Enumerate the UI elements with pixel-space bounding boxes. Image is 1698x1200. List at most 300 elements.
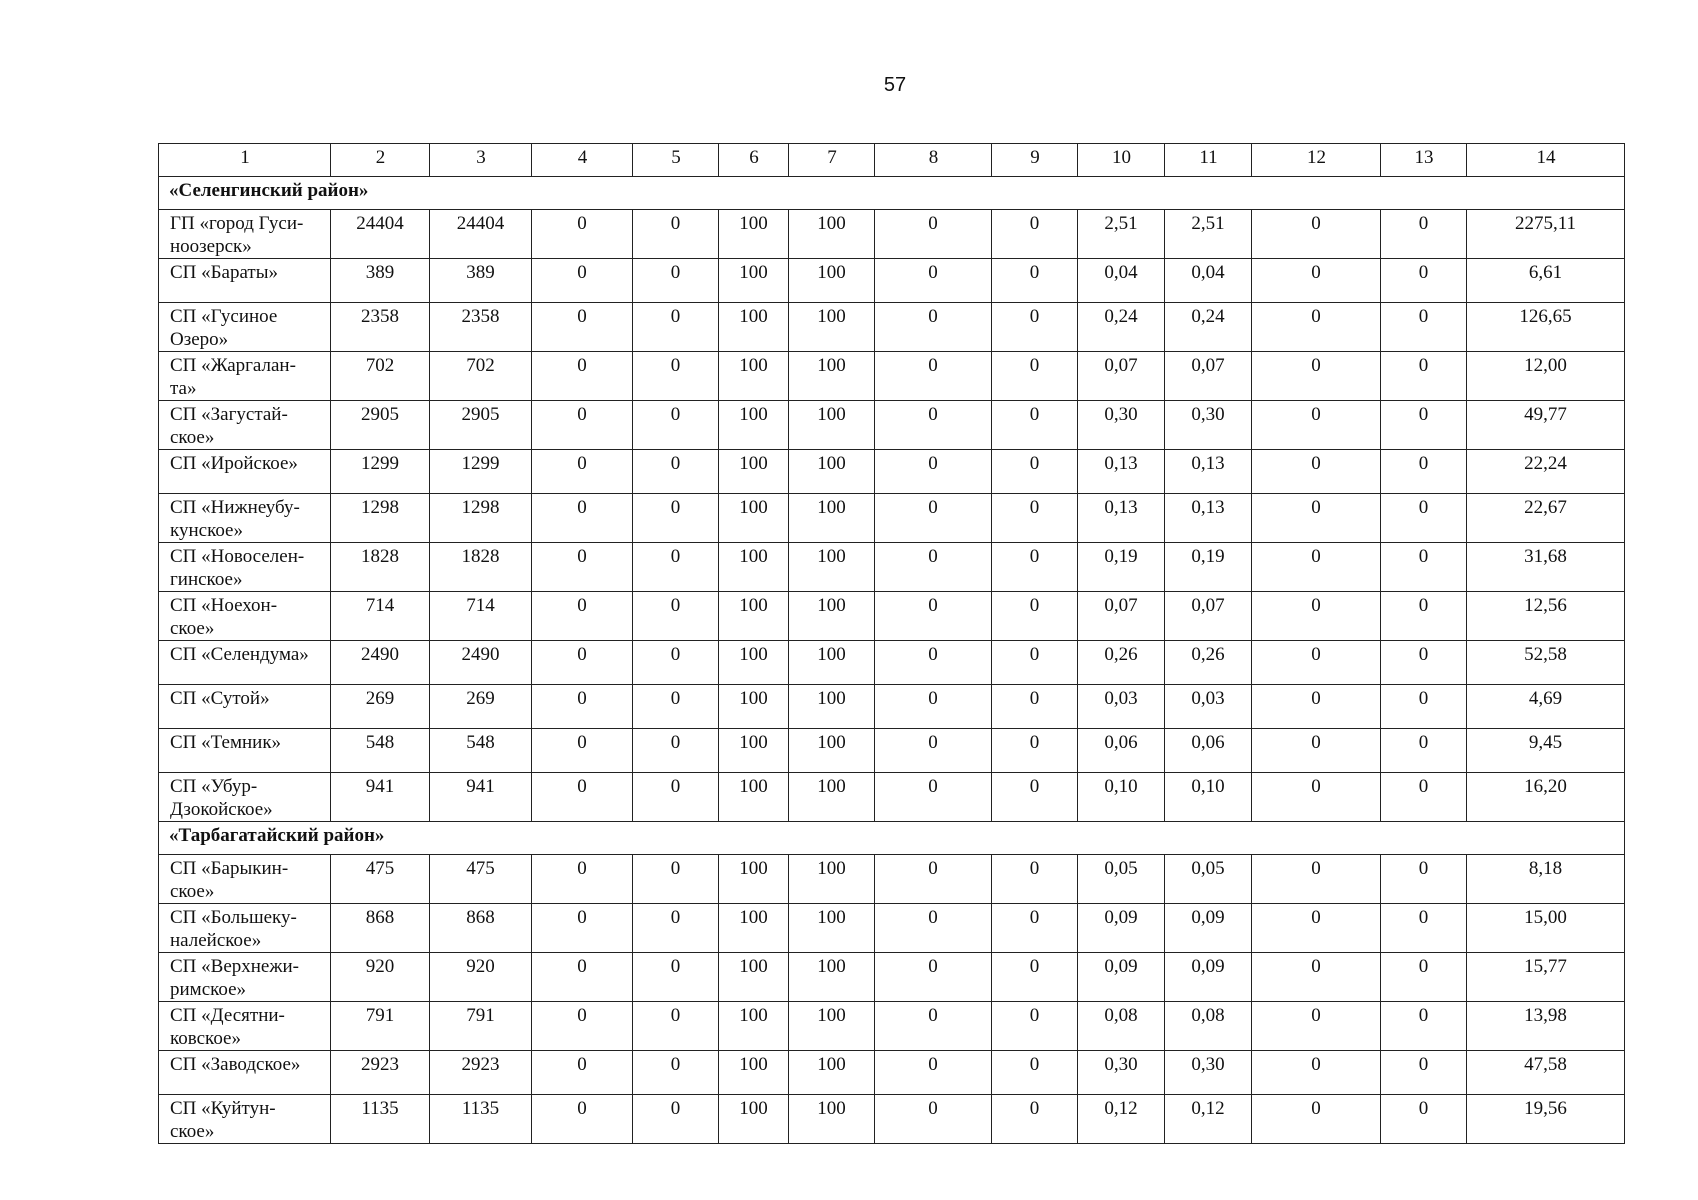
value-cell: 475 xyxy=(430,855,532,904)
value-cell: 0 xyxy=(875,543,992,592)
value-cell: 0 xyxy=(1381,1095,1467,1144)
table-row xyxy=(159,352,1625,401)
value-cell: 100 xyxy=(789,450,875,494)
value-cell: 0 xyxy=(633,259,719,303)
value-cell: 0 xyxy=(1381,543,1467,592)
column-header: 10 xyxy=(1078,144,1165,177)
value-cell: 0 xyxy=(875,401,992,450)
table-body xyxy=(159,144,1625,1144)
value-cell: 0 xyxy=(875,904,992,953)
table-row xyxy=(159,210,1625,259)
value-cell: 0 xyxy=(1252,1095,1381,1144)
value-cell: 0 xyxy=(875,303,992,352)
value-cell: 0 xyxy=(1381,773,1467,822)
value-cell: 6,61 xyxy=(1467,259,1625,303)
table-row xyxy=(159,855,1625,904)
value-cell: 2905 xyxy=(331,401,430,450)
value-cell: 0 xyxy=(532,1002,633,1051)
section-header-row xyxy=(159,822,1625,855)
value-cell: 389 xyxy=(331,259,430,303)
value-cell: 0 xyxy=(633,592,719,641)
value-cell: 0 xyxy=(633,210,719,259)
value-cell: 13,98 xyxy=(1467,1002,1625,1051)
value-cell: 100 xyxy=(719,773,789,822)
value-cell: 0 xyxy=(633,352,719,401)
value-cell: 0,19 xyxy=(1165,543,1252,592)
value-cell: 1298 xyxy=(331,494,430,543)
settlement-name-cell: СП «Новоселен- гинское» xyxy=(159,543,331,592)
table-row xyxy=(159,685,1625,729)
value-cell: 100 xyxy=(719,303,789,352)
value-cell: 0 xyxy=(532,592,633,641)
settlement-name-cell: СП «Ноехон- ское» xyxy=(159,592,331,641)
table-row xyxy=(159,904,1625,953)
column-header-row xyxy=(159,144,1625,177)
value-cell: 12,56 xyxy=(1467,592,1625,641)
value-cell: 0,08 xyxy=(1165,1002,1252,1051)
table-row xyxy=(159,1002,1625,1051)
value-cell: 16,20 xyxy=(1467,773,1625,822)
value-cell: 52,58 xyxy=(1467,641,1625,685)
value-cell: 0 xyxy=(633,1051,719,1095)
section-title: «Тарбагатайский район» xyxy=(159,822,1625,855)
value-cell: 100 xyxy=(789,1095,875,1144)
value-cell: 0 xyxy=(1381,494,1467,543)
settlement-name-cell: СП «Большеку- налейское» xyxy=(159,904,331,953)
value-cell: 126,65 xyxy=(1467,303,1625,352)
value-cell: 0 xyxy=(532,904,633,953)
value-cell: 0 xyxy=(875,1051,992,1095)
column-header: 5 xyxy=(633,144,719,177)
table-row xyxy=(159,303,1625,352)
settlement-name-cell: СП «Барыкин- ское» xyxy=(159,855,331,904)
value-cell: 100 xyxy=(719,904,789,953)
value-cell: 100 xyxy=(789,685,875,729)
value-cell: 0 xyxy=(1252,210,1381,259)
table-row xyxy=(159,641,1625,685)
value-cell: 100 xyxy=(719,210,789,259)
value-cell: 19,56 xyxy=(1467,1095,1625,1144)
table-row xyxy=(159,1051,1625,1095)
value-cell: 0 xyxy=(1252,1002,1381,1051)
value-cell: 0 xyxy=(875,259,992,303)
value-cell: 0 xyxy=(1381,210,1467,259)
value-cell: 100 xyxy=(789,592,875,641)
value-cell: 100 xyxy=(789,303,875,352)
settlement-name-cell: СП «Заводское» xyxy=(159,1051,331,1095)
value-cell: 0 xyxy=(1252,773,1381,822)
value-cell: 0 xyxy=(532,729,633,773)
value-cell: 0 xyxy=(875,855,992,904)
value-cell: 0,04 xyxy=(1078,259,1165,303)
settlement-name-cell: СП «Селендума» xyxy=(159,641,331,685)
value-cell: 0 xyxy=(1252,303,1381,352)
value-cell: 0,05 xyxy=(1165,855,1252,904)
value-cell: 0 xyxy=(875,450,992,494)
value-cell: 0,06 xyxy=(1165,729,1252,773)
value-cell: 0 xyxy=(532,543,633,592)
value-cell: 791 xyxy=(430,1002,532,1051)
value-cell: 0 xyxy=(532,352,633,401)
value-cell: 0,03 xyxy=(1165,685,1252,729)
value-cell: 0 xyxy=(532,401,633,450)
value-cell: 0 xyxy=(532,685,633,729)
value-cell: 475 xyxy=(331,855,430,904)
value-cell: 0,26 xyxy=(1165,641,1252,685)
value-cell: 0 xyxy=(633,1002,719,1051)
value-cell: 100 xyxy=(719,592,789,641)
value-cell: 0 xyxy=(1381,1002,1467,1051)
value-cell: 2490 xyxy=(331,641,430,685)
value-cell: 0 xyxy=(532,641,633,685)
value-cell: 868 xyxy=(331,904,430,953)
value-cell: 0,12 xyxy=(1165,1095,1252,1144)
table-row xyxy=(159,953,1625,1002)
value-cell: 100 xyxy=(789,953,875,1002)
value-cell: 0 xyxy=(633,904,719,953)
value-cell: 0 xyxy=(1381,592,1467,641)
value-cell: 0 xyxy=(532,210,633,259)
value-cell: 2275,11 xyxy=(1467,210,1625,259)
value-cell: 1299 xyxy=(430,450,532,494)
value-cell: 2358 xyxy=(430,303,532,352)
value-cell: 100 xyxy=(719,494,789,543)
column-header: 4 xyxy=(532,144,633,177)
settlement-name-cell: СП «Загустай- ское» xyxy=(159,401,331,450)
value-cell: 0 xyxy=(1252,401,1381,450)
value-cell: 2,51 xyxy=(1078,210,1165,259)
value-cell: 0,13 xyxy=(1078,494,1165,543)
column-header: 7 xyxy=(789,144,875,177)
value-cell: 0 xyxy=(633,729,719,773)
value-cell: 0 xyxy=(992,729,1078,773)
value-cell: 0 xyxy=(1252,685,1381,729)
value-cell: 920 xyxy=(331,953,430,1002)
value-cell: 0 xyxy=(992,303,1078,352)
value-cell: 269 xyxy=(430,685,532,729)
value-cell: 0 xyxy=(633,773,719,822)
value-cell: 100 xyxy=(789,401,875,450)
value-cell: 100 xyxy=(789,210,875,259)
value-cell: 0 xyxy=(633,401,719,450)
value-cell: 0,30 xyxy=(1078,1051,1165,1095)
value-cell: 0,10 xyxy=(1165,773,1252,822)
value-cell: 1828 xyxy=(331,543,430,592)
value-cell: 0,07 xyxy=(1078,352,1165,401)
value-cell: 0,12 xyxy=(1078,1095,1165,1144)
value-cell: 15,00 xyxy=(1467,904,1625,953)
table-row xyxy=(159,729,1625,773)
value-cell: 0,10 xyxy=(1078,773,1165,822)
value-cell: 0 xyxy=(633,641,719,685)
column-header: 12 xyxy=(1252,144,1381,177)
value-cell: 2923 xyxy=(331,1051,430,1095)
value-cell: 0 xyxy=(633,303,719,352)
value-cell: 100 xyxy=(719,401,789,450)
value-cell: 0 xyxy=(875,1002,992,1051)
value-cell: 2905 xyxy=(430,401,532,450)
value-cell: 100 xyxy=(719,259,789,303)
value-cell: 0 xyxy=(1252,450,1381,494)
value-cell: 100 xyxy=(719,1051,789,1095)
value-cell: 714 xyxy=(430,592,532,641)
value-cell: 100 xyxy=(789,494,875,543)
value-cell: 1135 xyxy=(430,1095,532,1144)
value-cell: 24404 xyxy=(430,210,532,259)
value-cell: 0 xyxy=(992,494,1078,543)
value-cell: 0 xyxy=(532,1095,633,1144)
column-header: 13 xyxy=(1381,144,1467,177)
value-cell: 0,09 xyxy=(1078,904,1165,953)
value-cell: 0 xyxy=(1252,855,1381,904)
value-cell: 2,51 xyxy=(1165,210,1252,259)
value-cell: 0 xyxy=(532,953,633,1002)
section-header-row xyxy=(159,177,1625,210)
value-cell: 0,26 xyxy=(1078,641,1165,685)
value-cell: 0,08 xyxy=(1078,1002,1165,1051)
value-cell: 1135 xyxy=(331,1095,430,1144)
value-cell: 0 xyxy=(1252,1051,1381,1095)
value-cell: 941 xyxy=(430,773,532,822)
table-row xyxy=(159,592,1625,641)
value-cell: 100 xyxy=(719,953,789,1002)
value-cell: 0,30 xyxy=(1165,1051,1252,1095)
value-cell: 0 xyxy=(1381,729,1467,773)
value-cell: 0 xyxy=(875,352,992,401)
value-cell: 0 xyxy=(1381,450,1467,494)
settlement-name-cell: СП «Жаргалан- та» xyxy=(159,352,331,401)
value-cell: 100 xyxy=(719,1095,789,1144)
value-cell: 100 xyxy=(719,352,789,401)
value-cell: 12,00 xyxy=(1467,352,1625,401)
value-cell: 0,04 xyxy=(1165,259,1252,303)
value-cell: 24404 xyxy=(331,210,430,259)
value-cell: 0,19 xyxy=(1078,543,1165,592)
value-cell: 0 xyxy=(1381,855,1467,904)
value-cell: 0 xyxy=(1381,953,1467,1002)
settlement-name-cell: СП «Темник» xyxy=(159,729,331,773)
value-cell: 100 xyxy=(789,855,875,904)
value-cell: 0 xyxy=(633,1095,719,1144)
value-cell: 2923 xyxy=(430,1051,532,1095)
value-cell: 0 xyxy=(1252,494,1381,543)
value-cell: 100 xyxy=(719,450,789,494)
value-cell: 0 xyxy=(875,641,992,685)
value-cell: 0 xyxy=(633,855,719,904)
value-cell: 0 xyxy=(1252,641,1381,685)
value-cell: 0 xyxy=(992,1002,1078,1051)
value-cell: 0 xyxy=(992,855,1078,904)
value-cell: 100 xyxy=(719,855,789,904)
column-header: 6 xyxy=(719,144,789,177)
value-cell: 0 xyxy=(633,685,719,729)
value-cell: 0 xyxy=(992,450,1078,494)
value-cell: 0 xyxy=(992,210,1078,259)
value-cell: 100 xyxy=(719,1002,789,1051)
value-cell: 0,13 xyxy=(1078,450,1165,494)
value-cell: 0 xyxy=(875,210,992,259)
value-cell: 0 xyxy=(1252,259,1381,303)
value-cell: 100 xyxy=(789,1051,875,1095)
value-cell: 0 xyxy=(1252,592,1381,641)
value-cell: 269 xyxy=(331,685,430,729)
value-cell: 4,69 xyxy=(1467,685,1625,729)
value-cell: 1298 xyxy=(430,494,532,543)
value-cell: 100 xyxy=(789,641,875,685)
value-cell: 0,13 xyxy=(1165,494,1252,543)
settlement-name-cell: СП «Бараты» xyxy=(159,259,331,303)
value-cell: 791 xyxy=(331,1002,430,1051)
value-cell: 2490 xyxy=(430,641,532,685)
value-cell: 0,24 xyxy=(1165,303,1252,352)
settlement-name-cell: СП «Убур- Дзокойское» xyxy=(159,773,331,822)
settlement-name-cell: СП «Иройское» xyxy=(159,450,331,494)
settlement-name-cell: СП «Куйтун- ское» xyxy=(159,1095,331,1144)
value-cell: 0,09 xyxy=(1165,904,1252,953)
column-header: 2 xyxy=(331,144,430,177)
value-cell: 0 xyxy=(1252,543,1381,592)
value-cell: 100 xyxy=(789,1002,875,1051)
value-cell: 100 xyxy=(789,352,875,401)
value-cell: 0 xyxy=(1252,729,1381,773)
value-cell: 1828 xyxy=(430,543,532,592)
table-row xyxy=(159,259,1625,303)
settlement-name-cell: СП «Гусиное Озеро» xyxy=(159,303,331,352)
value-cell: 0 xyxy=(1381,1051,1467,1095)
value-cell: 0 xyxy=(992,1051,1078,1095)
value-cell: 0 xyxy=(992,592,1078,641)
value-cell: 0 xyxy=(992,543,1078,592)
value-cell: 0 xyxy=(992,773,1078,822)
value-cell: 100 xyxy=(719,641,789,685)
table-row xyxy=(159,543,1625,592)
column-header: 8 xyxy=(875,144,992,177)
value-cell: 0,09 xyxy=(1165,953,1252,1002)
value-cell: 0 xyxy=(1252,904,1381,953)
value-cell: 702 xyxy=(430,352,532,401)
value-cell: 0 xyxy=(875,685,992,729)
value-cell: 920 xyxy=(430,953,532,1002)
value-cell: 0 xyxy=(1381,303,1467,352)
value-cell: 22,24 xyxy=(1467,450,1625,494)
value-cell: 0 xyxy=(532,303,633,352)
value-cell: 49,77 xyxy=(1467,401,1625,450)
value-cell: 0 xyxy=(875,729,992,773)
value-cell: 702 xyxy=(331,352,430,401)
value-cell: 0 xyxy=(875,494,992,543)
table-row xyxy=(159,401,1625,450)
value-cell: 0,30 xyxy=(1165,401,1252,450)
table-row xyxy=(159,450,1625,494)
value-cell: 0,07 xyxy=(1078,592,1165,641)
value-cell: 548 xyxy=(430,729,532,773)
value-cell: 0 xyxy=(1381,352,1467,401)
data-table xyxy=(158,143,1625,1144)
value-cell: 0,03 xyxy=(1078,685,1165,729)
value-cell: 100 xyxy=(719,729,789,773)
column-header: 1 xyxy=(159,144,331,177)
value-cell: 0 xyxy=(875,773,992,822)
value-cell: 0 xyxy=(875,1095,992,1144)
value-cell: 31,68 xyxy=(1467,543,1625,592)
value-cell: 0,09 xyxy=(1078,953,1165,1002)
value-cell: 100 xyxy=(719,685,789,729)
value-cell: 9,45 xyxy=(1467,729,1625,773)
value-cell: 0,05 xyxy=(1078,855,1165,904)
value-cell: 100 xyxy=(789,773,875,822)
value-cell: 0 xyxy=(1381,685,1467,729)
column-header: 9 xyxy=(992,144,1078,177)
table-row xyxy=(159,494,1625,543)
value-cell: 0 xyxy=(992,685,1078,729)
value-cell: 100 xyxy=(789,259,875,303)
value-cell: 0 xyxy=(633,543,719,592)
value-cell: 100 xyxy=(789,543,875,592)
value-cell: 548 xyxy=(331,729,430,773)
value-cell: 389 xyxy=(430,259,532,303)
settlement-name-cell: СП «Нижнеубу- кунское» xyxy=(159,494,331,543)
value-cell: 941 xyxy=(331,773,430,822)
value-cell: 0 xyxy=(1252,352,1381,401)
value-cell: 714 xyxy=(331,592,430,641)
value-cell: 0 xyxy=(992,1095,1078,1144)
value-cell: 0 xyxy=(1381,641,1467,685)
value-cell: 2358 xyxy=(331,303,430,352)
value-cell: 0 xyxy=(992,953,1078,1002)
value-cell: 0 xyxy=(875,592,992,641)
value-cell: 47,58 xyxy=(1467,1051,1625,1095)
value-cell: 100 xyxy=(719,543,789,592)
value-cell: 0 xyxy=(532,450,633,494)
settlement-name-cell: СП «Десятни- ковское» xyxy=(159,1002,331,1051)
value-cell: 22,67 xyxy=(1467,494,1625,543)
value-cell: 0,06 xyxy=(1078,729,1165,773)
value-cell: 0 xyxy=(992,641,1078,685)
section-title: «Селенгинский район» xyxy=(159,177,1625,210)
value-cell: 0 xyxy=(1381,401,1467,450)
value-cell: 8,18 xyxy=(1467,855,1625,904)
value-cell: 0 xyxy=(992,352,1078,401)
value-cell: 0 xyxy=(532,773,633,822)
value-cell: 0 xyxy=(992,904,1078,953)
value-cell: 15,77 xyxy=(1467,953,1625,1002)
value-cell: 100 xyxy=(789,729,875,773)
column-header: 14 xyxy=(1467,144,1625,177)
value-cell: 0 xyxy=(875,953,992,1002)
value-cell: 0 xyxy=(532,259,633,303)
settlement-name-cell: СП «Сутой» xyxy=(159,685,331,729)
value-cell: 0 xyxy=(532,1051,633,1095)
value-cell: 0 xyxy=(532,494,633,543)
value-cell: 0 xyxy=(633,953,719,1002)
value-cell: 0 xyxy=(633,494,719,543)
value-cell: 0,07 xyxy=(1165,592,1252,641)
value-cell: 868 xyxy=(430,904,532,953)
value-cell: 1299 xyxy=(331,450,430,494)
value-cell: 0 xyxy=(992,401,1078,450)
column-header: 3 xyxy=(430,144,532,177)
page-number: 57 xyxy=(883,74,907,96)
value-cell: 0 xyxy=(992,259,1078,303)
settlement-name-cell: ГП «город Гуси- ноозерск» xyxy=(159,210,331,259)
value-cell: 0 xyxy=(532,855,633,904)
value-cell: 0 xyxy=(1381,904,1467,953)
table-row xyxy=(159,773,1625,822)
column-header: 11 xyxy=(1165,144,1252,177)
value-cell: 0,24 xyxy=(1078,303,1165,352)
table-row xyxy=(159,1095,1625,1144)
value-cell: 0 xyxy=(1252,953,1381,1002)
